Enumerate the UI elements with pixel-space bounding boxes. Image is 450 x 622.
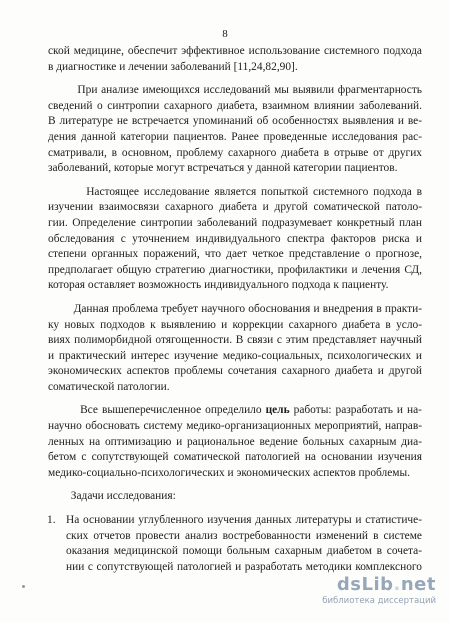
body-text (48, 44, 422, 575)
text-run: работы: разработать и на- (293, 404, 422, 417)
text-line: сведений о синтропии сахарного диабета, взаимном влиянии заболеваний. (48, 99, 422, 112)
text-line: Задачи исследования: (48, 490, 176, 503)
text-line: сматривали, в основном, проблему сахарного диабета в отрыве от других (48, 146, 422, 159)
text-line: гии. Определение синтропии заболеваний подразумевает конкретный план (48, 216, 422, 229)
tasks-heading (48, 489, 422, 505)
text-line: которая оставляет возможность индивидуального подхода к пациенту. (48, 279, 389, 292)
text-line: На основании углубленного изучения данных литературы и статистиче- (66, 514, 422, 527)
text-line: В литературе не встречается упоминаний об особенностях выявления и ве- (48, 115, 422, 128)
text-line: бетом с сопутствующей соматической патологией на основании изучения (48, 451, 422, 464)
text-line: и практический интерес изучение медико-социальных, психологических и (48, 349, 422, 362)
logo-dot: . (393, 574, 401, 595)
text-line: ку новых подходов к выявлению и коррекции сахарного диабета в усло- (48, 318, 422, 331)
watermark-logo (337, 574, 436, 595)
list-item-number: 1. (47, 514, 56, 527)
text-line: степени органных поражений, что дает четкое представление о прогнозе, (48, 248, 422, 261)
margin-dot (22, 585, 25, 588)
text-line: дения данной категории пациентов. Ранее проведенные исследования рас- (48, 130, 422, 143)
text-line: изучении взаимосвязи сахарного диабета и другой соматической патоло- (48, 201, 422, 214)
text-line: научно обосновать систему медико-организационных мероприятий, направ- (48, 420, 422, 433)
page-number: 8 (222, 28, 228, 40)
watermark-caption: библиотека диссертаций (322, 596, 436, 606)
list-item (48, 513, 422, 575)
text-line: экономических аспектов проблемы сочетания сахарного диабета и другой (48, 365, 422, 378)
paragraph-5 (48, 403, 422, 481)
paragraph-2 (48, 83, 422, 177)
text-line: в диагностике и лечении заболеваний [11,24,82,90]. (48, 60, 298, 73)
logo-text: dsLib (336, 574, 394, 595)
text-line: При анализе имеющихся исследований мы выявили фрагментарность (48, 84, 422, 97)
paragraph-1 (48, 44, 422, 75)
text-line (48, 403, 422, 419)
text-line: Данная проблема требует научного обоснования и внедрения в практи- (48, 302, 422, 315)
text-line: виях полиморбидной отягощенности. В связи с этим представляет научный (48, 334, 422, 347)
text-line: нии с сопутствующей патологией и разработать методики комплексного (66, 560, 422, 573)
text-line: медико-социально-психологических и экономических аспектов проблемы. (48, 466, 411, 479)
watermark (322, 574, 440, 608)
paragraph-3 (48, 185, 422, 294)
logo-tld: net (400, 574, 436, 595)
text-line: ских отчетов провести анализ востребованности изменений в системе (66, 529, 422, 542)
paragraph-4 (48, 302, 422, 396)
text-line: Настоящее исследование является попыткой системного подхода в (48, 185, 422, 198)
text-line: ской медицине, обеспечит эффективное использование системного подхода (48, 45, 422, 57)
text-line: обследования с уточнением индивидуального спектра факторов риска и (48, 232, 422, 245)
text-line: соматической патологии. (48, 380, 170, 393)
text-line: предполагает общую стратегию диагностики, профилактики и лечения СД, (48, 263, 422, 276)
bold-term: цель (265, 404, 290, 417)
text-line: заболеваний, которые могут встречаться у данной категории пациентов. (48, 162, 398, 175)
text-run: Все вышеперечисленное определило (48, 404, 262, 417)
text-line: оказания медицинской помощи больным сахарным диабетом в сочета- (66, 545, 422, 558)
text-line: ленных на оптимизацию и рациональное ведение больных сахарным диа- (48, 435, 422, 448)
